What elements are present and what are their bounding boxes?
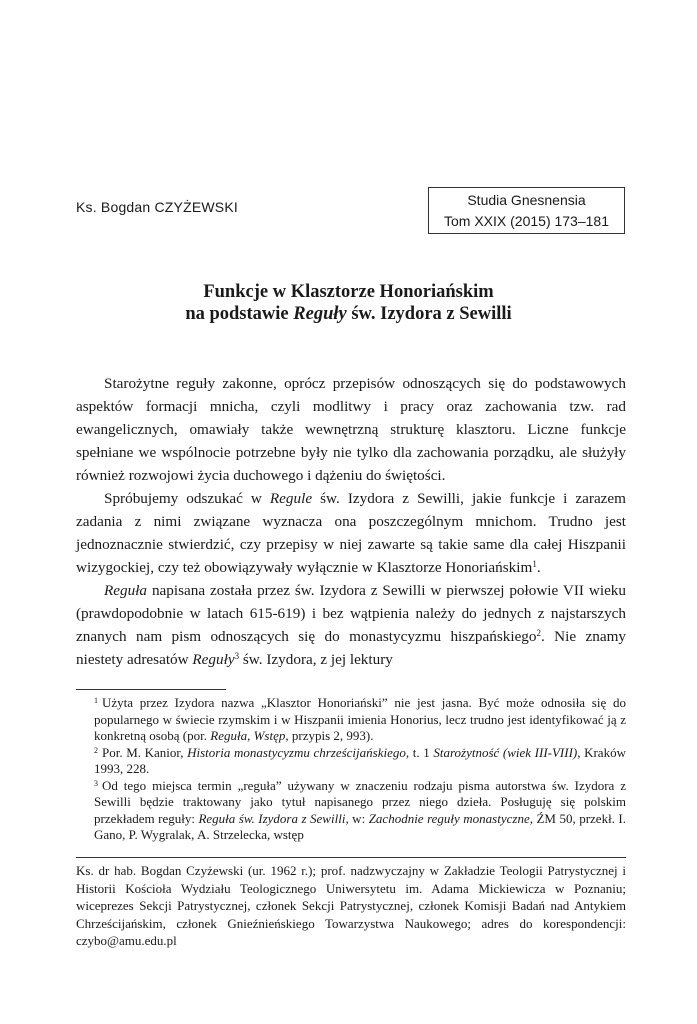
footnote-3	[94, 778, 626, 844]
footnote-ref-1[interactable]: 1	[532, 559, 537, 569]
footnotes	[94, 695, 626, 844]
fn2-text-a: Por. M. Kanior,	[102, 744, 188, 760]
p3-part-a: napisana została przez św. Izydora z Sewilli w pierwszej połowie VII wieku (prawdopodobnie w latach 615-619) i bez wątpienia należy do jednych z najstarszych znanych nam pism odnoszących się do monastycyzmu hiszpańskiego	[76, 582, 626, 645]
author-bio: Ks. dr hab. Bogdan Czyżewski (ur. 1962 r.); prof. nadzwyczajny w Zakładzie Teologii Patrystycznej i Historii Kościoła Wydziału Teologicznego Uniwersytetu im. Adama Mickiewicza w Poznaniu; wiceprezes Sekcji Patrystycznej, członek Sekcji Patrystycznej, członek Komisji Badań nad Antykiem Chrześcijańskim, członek Gnieźnieńskiego Towarzystwa Naukowego; adres do korespondencji: czybo@amu.edu.pl	[76, 863, 626, 948]
p3-italic-2: Reguły	[192, 651, 235, 668]
article-title	[60, 281, 637, 325]
footnote-1-number: 1	[94, 696, 98, 705]
article-body	[76, 372, 626, 671]
paragraph-2	[76, 487, 626, 579]
footnote-2-number: 2	[94, 745, 98, 755]
title-line-2-post: św. Izydora z Sewilli	[346, 304, 512, 324]
footnote-1	[94, 695, 626, 745]
fn1-text-b: ,	[247, 728, 254, 743]
footnote-ref-3[interactable]: 3	[234, 651, 240, 661]
fn2-italic-1: Historia monastycyzmu chrześcijańskiego	[187, 744, 406, 760]
fn3-text-b: , w:	[345, 810, 369, 826]
paragraph-3	[76, 579, 626, 671]
fn2-text-b: , t. 1	[405, 744, 434, 760]
title-line-2-italic: Reguły	[293, 304, 347, 324]
p3-part-b: . Nie znamy niestety adresatów	[76, 628, 626, 668]
title-line-2-pre: na podstawie	[185, 304, 294, 324]
p2-part-b: św. Izydora z Sewilli, jakie funkcje i zarazem zadania z nimi związane wyznacza ona poszczególnym mnichom. Trudno jest jednoznacznie stwierdzić, czy przepisy w niej zawarte są takie same dla całej Hiszpanii wizygockiej, czy też obowiązywały wyłącznie w Klasztorze Honoriańskim	[76, 490, 626, 576]
p2-end: .	[536, 559, 541, 576]
journal-name: Studia Gnesnensia	[467, 192, 586, 208]
p2-part-a: Spróbujemy odszukać w	[104, 490, 270, 507]
fn1-text-a: Użyta przez Izydora nazwa „Klasztor Honoriański” nie jest jasna. Być może odnosiła się do popularnego w świecie rzymskim i w Hiszpanii imienia Honorius, lecz trudno jest identyfikować ją z konkretną osobą (por.	[94, 695, 626, 743]
fn1-italic-1: Reguła	[210, 728, 248, 743]
p2-italic: Regule	[269, 490, 313, 507]
journal-citation-box	[428, 187, 625, 234]
p3-part-c: św. Izydora, z jej lektury	[239, 651, 393, 668]
footnote-ref-2[interactable]: 2	[536, 628, 541, 638]
paragraph-1: Starożytne reguły zakonne, oprócz przepisów odnoszących się do podstawowych aspektów formacji mnicha, czyli modlitwy i pracy oraz zachowania tzw. rad ewangelicznych, omawiały także wewnętrzną strukturę klasztoru. Liczne funkcje spełniane we wspólnocie potrzebne były nie tylko dla zachowania porządku, ale służyły również rozwojowi życia duchowego i dążeniu do świętości.	[76, 375, 626, 484]
fn1-text-c: , przypis 2, 993).	[285, 728, 374, 743]
fn2-italic-2: Starożytność (wiek III-VIII)	[433, 744, 578, 760]
fn3-italic-2: Zachodnie reguły monastyczne	[368, 810, 530, 826]
author-name: Ks. Bogdan CZYŻEWSKI	[76, 199, 238, 215]
fn3-italic-1: Reguła św. Izydora z Sewilli	[198, 810, 346, 826]
journal-volume: Tom XXIX (2015) 173–181	[444, 213, 609, 229]
fn3-text-a: Od tego miejsca termin „reguła” używany w znaczeniu rodzaju pisma autorstwa św. Izydora z Sewilli będzie traktowany jako tytuł napisanego przez niego dzieła. Posługuję się polskim przekładem reguły:	[94, 777, 626, 826]
fn1-italic-2: Wstęp	[253, 728, 286, 743]
fn2-text-c: , Kraków 1993, 228.	[94, 744, 626, 776]
bio-divider	[76, 857, 626, 858]
footnote-2	[94, 745, 626, 778]
p3-italic: Reguła	[104, 582, 148, 599]
title-line-2	[60, 303, 637, 325]
footnote-divider	[76, 689, 226, 690]
footnote-3-number: 3	[94, 778, 98, 788]
fn3-text-c: , ŹM 50, przekł. I. Gano, P. Wygralak, A. Strzelecka, wstęp	[94, 810, 627, 842]
title-line-1: Funkcje w Klasztorze Honoriańskim	[203, 282, 494, 302]
